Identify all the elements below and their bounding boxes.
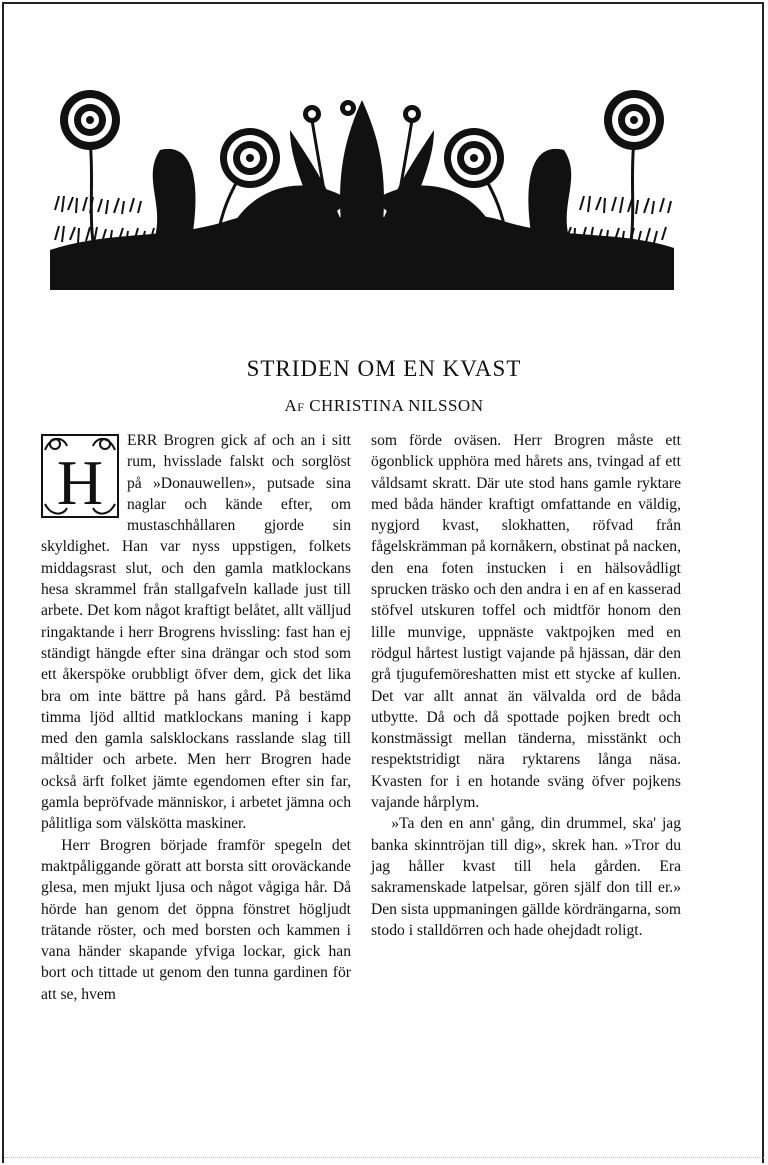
dandelion-head-inner-right <box>444 128 504 188</box>
paragraph-3: »Ta den en ann' gång, din drummel, ska' jag banka skinntröjan till dig», skrek han. »Tror du jag håller kvast till hela gården. Era sakramenskade latpelsar, gören själf don till er.» Den sista uppmaningen gällde kördrängarna, som stodo i stalldörren och hade ohejdadt roligt. <box>371 815 681 939</box>
article-byline <box>0 396 768 416</box>
dandelion-bud-top <box>340 100 356 116</box>
dandelion-banner-illustration <box>50 80 674 290</box>
dandelion-bud-left <box>303 105 321 123</box>
article-title: STRIDEN OM EN KVAST <box>246 356 522 381</box>
byline-prefix: Af <box>284 396 305 415</box>
paragraph-2: Herr Brogren började framför spegeln det maktpåliggande göratt att borsta sitt oroväckande glesa, men mjukt ljusa och något vågiga hår. Då hörde han genom det öppna fönstret högljudt trätande röster, och med borsten och kammen i vana händer skapande yfviga lockar, gick han bort och tittade ut genom den tunna gardinen för att se, hvem <box>41 836 351 1003</box>
banner-center-leaf <box>340 100 384 250</box>
left-column <box>41 430 351 1005</box>
scan-edge <box>4 1157 764 1159</box>
byline-author: CHRISTINA NILSSON <box>309 396 484 415</box>
paragraph-1 <box>41 430 351 835</box>
dandelion-head-right <box>604 90 664 150</box>
dandelion-head-left <box>60 90 120 150</box>
paragraph-1-text: Brogren gick af och an i sitt rum, hvisslade falskt och sorglöst på »Donauwellen», putsade sina naglar och kände efter, om mustaschhållaren gjorde sin skyldighet. Han var nyss uppstigen, folkets middagsrast slut, och den gamla matklockans hesa skrammel från stallgafveln kallade just till arbete. Det kom något kraftigt belåtet, allt välljud ringaktande i herr Brogrens hvissling: fast han ej ständigt hängde efter sina drängar och stod som ett åkerspöke orubbligt öfver dem, gick det lika bra om inte bättre på hans gård. På bestämd timma ljöd alltid matklockans maning i kapp med den gamla salsklockans rasslande slag till måltider och arbete. Men herr Brogren hade också ärft folket jämte egendomen efter sin far, gamla bepröfvade människor, i arbetet jämna och pålitliga som välskötta maskiner. <box>41 432 351 833</box>
dandelion-head-inner-left <box>220 128 280 188</box>
banner-dark-leaf-right <box>528 149 574 250</box>
paragraph-2-continued: som förde oväsen. Herr Brogren måste ett ögonblick upphöra med hårets ans, tvingad af ett våldsamt skratt. Där ute stod hans gamle ryktare med båda händer kraftigt omfattande en väldig, nygjord kvast, slokhatten, röfvad från fågelskrämman på kornåkern, obstinat på nacken, den ena foten instucken i en hälsovådligt sprucken träsko och den andra i en af en kasserad stöfvel utskuren toffel och midtför honom den lille munvige, uppnäste vaktpojken med en rödgul hårtest lustigt vajande på hjässan, där den grå tjugufemöreshatten mist ett stycke af kullen. Det var allt annat än välvalda ord de båda utbytte. Då och då spottade pojken bredt och konstmässigt mellan tänderna, misstänkt och respektstridigt nära ryktarens långa näsa. Kvasten for i en hotande sväng öfver pojkens vajande hårplym. <box>371 432 681 812</box>
right-column <box>371 430 681 941</box>
drop-cap-h <box>41 434 119 518</box>
first-word-rest: ERR <box>127 432 158 449</box>
banner-dark-leaf-left <box>150 149 196 250</box>
dandelion-bud-right <box>403 105 421 123</box>
drop-cap-letter: H <box>56 447 104 518</box>
